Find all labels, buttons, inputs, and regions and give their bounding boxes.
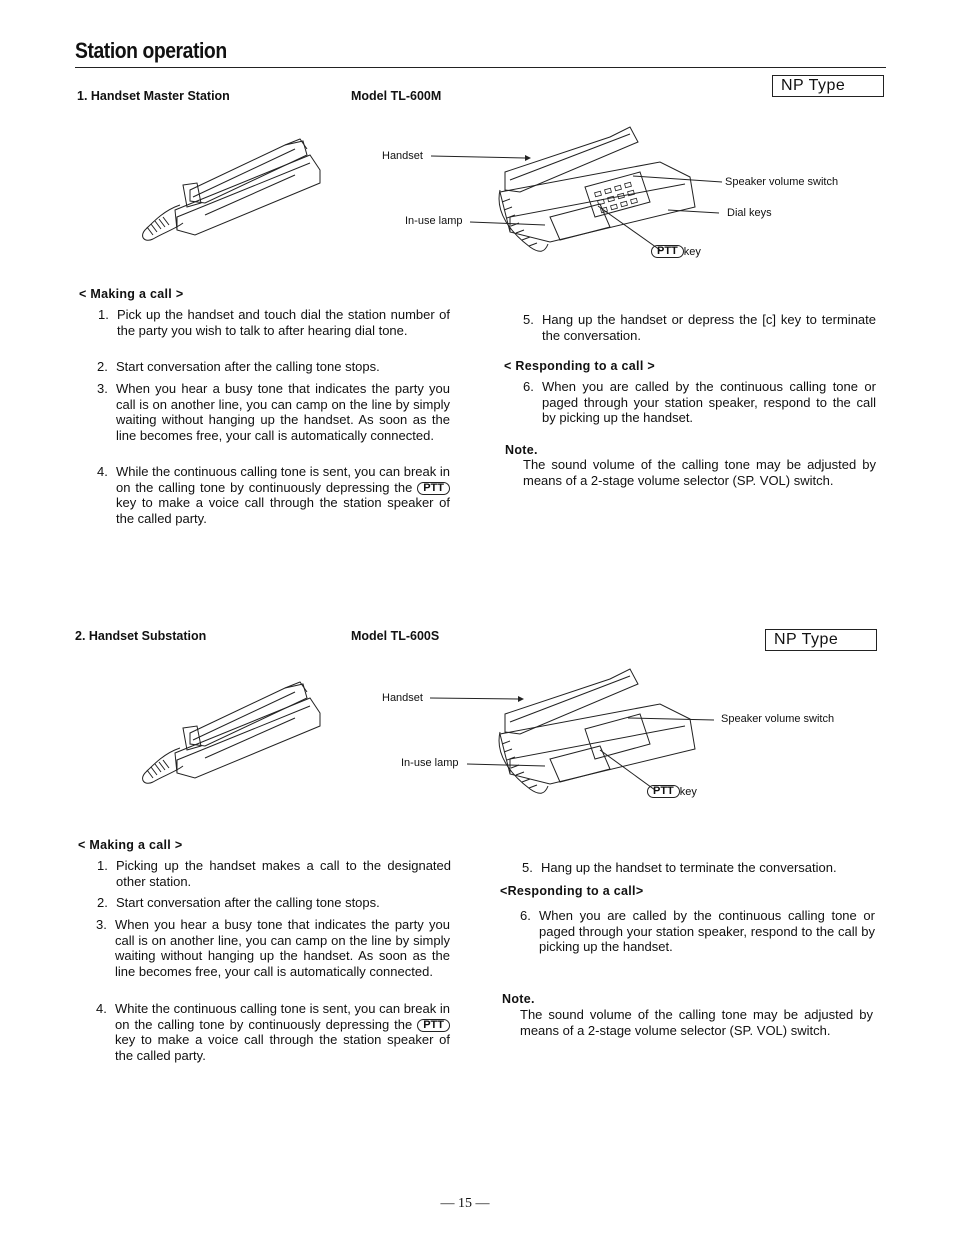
- section1-step-4: [97, 464, 450, 526]
- section2-making-call-heading: < Making a call >: [78, 838, 183, 852]
- section2-speaker-volume-switch-label: Speaker volume switch: [721, 713, 835, 725]
- step-text: When you are called by the continuous calling tone or paged through your station speaker, respond to the call by picking up the handset.: [539, 908, 875, 954]
- section1-note-heading: Note.: [505, 443, 538, 457]
- section2-step-4: [96, 1001, 450, 1063]
- step-text: Hang up the handset to terminate the conversation.: [541, 860, 837, 875]
- section2-ptt-key-label: [647, 785, 697, 798]
- section1-in-use-lamp-label: In-use lamp: [405, 215, 463, 227]
- section2-np-type-badge: NP Type: [765, 629, 877, 651]
- section1-dial-keys-label: Dial keys: [727, 207, 772, 219]
- section2-note-text: The sound volume of the calling tone may be adjusted by means of a 2-stage volume selector (SP. VOL) switch.: [520, 1007, 873, 1038]
- section1-step-1: [98, 307, 450, 338]
- step-number: 2.: [97, 895, 108, 910]
- step-number: 4.: [96, 1001, 107, 1016]
- section1-handset-label: Handset: [382, 150, 423, 162]
- section2-note-heading: Note.: [502, 992, 535, 1006]
- section2-heading: 2. Handset Substation: [75, 629, 207, 643]
- step-number: 3.: [97, 381, 108, 396]
- section2-step-2: [97, 895, 451, 911]
- page-title: Station operation: [75, 38, 227, 63]
- page-number: — 15 —: [440, 1196, 490, 1211]
- step-text: When you hear a busy tone that indicates the party you call is on another line, you can camp on the line by simply waiting without hanging up the handset. As soon as the line becomes free, your call is automatically connected.: [116, 381, 450, 443]
- step-text: When you hear a busy tone that indicates the party you call is on another line, you can camp on the line by simply waiting without hanging up the handset. As soon as the line becomes free, your call is automatically connected.: [115, 917, 450, 979]
- section2-responding-heading: <Responding to a call>: [500, 884, 644, 898]
- section2-callout-lines: [0, 600, 954, 820]
- section1-responding-heading: < Responding to a call >: [504, 359, 655, 373]
- step-number: 6.: [520, 908, 531, 923]
- step-number: 4.: [97, 464, 108, 479]
- step-text-before: While the continuous calling tone is sent, you can break in on the calling tone by continuously depressing the: [116, 464, 450, 495]
- section2-step-5: [522, 860, 876, 876]
- step-text: Picking up the handset makes a call to the designated other station.: [116, 858, 451, 889]
- step-number: 5.: [523, 312, 534, 327]
- step-text-before: White the continuous calling tone is sent, you can break in on the calling tone by continuously depressing the: [115, 1001, 450, 1032]
- section1-making-call-heading: < Making a call >: [79, 287, 184, 301]
- section1-step-3: [97, 381, 450, 443]
- step-text: Start conversation after the calling tone stops.: [116, 895, 380, 910]
- section2-model: Model TL-600S: [351, 629, 440, 643]
- step-text-after: key to make a voice call through the station speaker of the called party.: [116, 495, 450, 526]
- step-number: 6.: [523, 379, 534, 394]
- key-label: key: [679, 786, 697, 798]
- section2-step-1: [97, 858, 451, 889]
- step-text: Hang up the handset or depress the [c] key to terminate the conversation.: [542, 312, 876, 343]
- section1-speaker-volume-switch-label: Speaker volume switch: [725, 176, 839, 188]
- ptt-key-icon: PTT: [651, 245, 684, 258]
- step-number: 5.: [522, 860, 533, 875]
- section1-heading: 1. Handset Master Station: [77, 89, 230, 103]
- section2-step-6: [520, 908, 875, 955]
- section1-ptt-key-label: [651, 245, 701, 258]
- section1-step-6: [523, 379, 876, 426]
- key-label: key: [683, 246, 701, 258]
- ptt-key-icon: PTT: [647, 785, 680, 798]
- step-text: Pick up the handset and touch dial the station number of the party you wish to talk to after hearing dial tone.: [117, 307, 450, 338]
- section1-callout-lines: [0, 0, 954, 300]
- ptt-key-icon: PTT: [417, 482, 450, 495]
- section2-in-use-lamp-label: In-use lamp: [401, 757, 459, 769]
- step-number: 2.: [97, 359, 108, 374]
- step-text: When you are called by the continuous calling tone or paged through your station speaker, respond to the call by picking up the handset.: [542, 379, 876, 425]
- section1-step-2: [97, 359, 450, 375]
- section2-handset-label: Handset: [382, 692, 423, 704]
- step-number: 1.: [97, 858, 108, 873]
- step-number: 3.: [96, 917, 107, 932]
- step-text: Start conversation after the calling tone stops.: [116, 359, 380, 374]
- section1-np-type-badge: NP Type: [772, 75, 884, 97]
- section2-step-3: [96, 917, 450, 979]
- section1-step-5: [523, 312, 876, 343]
- section1-note-text: The sound volume of the calling tone may be adjusted by means of a 2-stage volume selector (SP. VOL) switch.: [523, 457, 876, 488]
- step-number: 1.: [98, 307, 109, 322]
- ptt-key-icon: PTT: [417, 1019, 450, 1032]
- step-text-after: key to make a voice call through the station speaker of the called party.: [115, 1032, 450, 1063]
- section1-model: Model TL-600M: [351, 89, 442, 103]
